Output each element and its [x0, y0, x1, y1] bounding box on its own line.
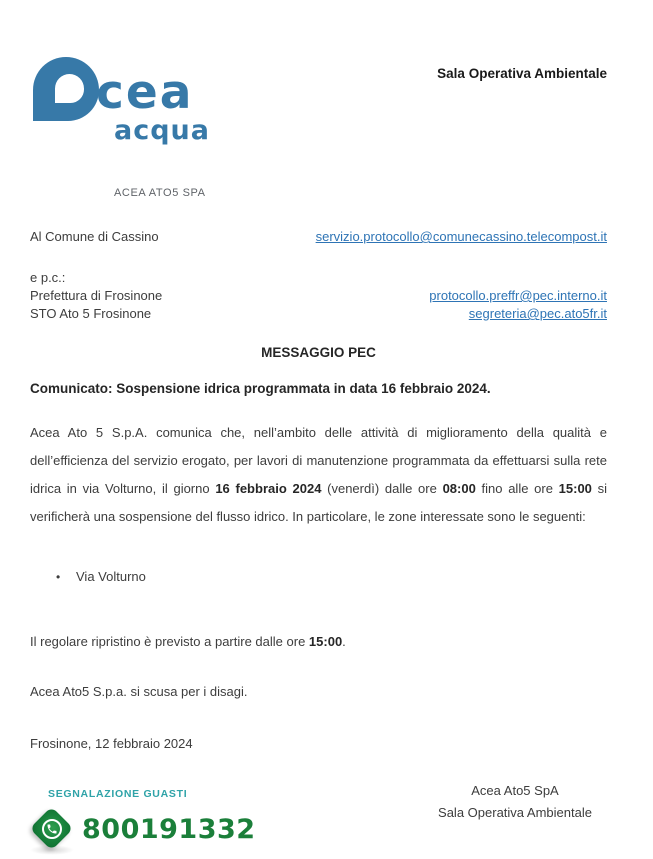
- message-title: MESSAGGIO PEC: [261, 345, 376, 360]
- recipient-row-cc-1: [30, 287, 607, 305]
- fault-report-label: SEGNALAZIONE GUASTI: [48, 788, 188, 800]
- recipient-cc2-email-link[interactable]: segreteria@pec.ato5fr.it: [468, 306, 607, 321]
- header: [30, 0, 607, 145]
- restore-line: Il regolare ripristino è previsto a partire dalle ore 15:00.: [30, 634, 346, 649]
- logo-subtitle: acqua: [114, 115, 210, 146]
- acea-acqua-logo: [30, 55, 210, 145]
- recipient-to-email-link[interactable]: servizio.protocollo@comunecassino.telecompost.it: [315, 229, 607, 244]
- company-name: ACEA ATO5 SPA: [114, 187, 206, 199]
- signature-company: Acea Ato5 SpA: [471, 783, 559, 798]
- recipient-row-cc-2: [30, 305, 607, 323]
- bullet-marker: •: [56, 570, 61, 584]
- zone-item: Via Volturno: [76, 569, 146, 584]
- apology-line: Acea Ato5 S.p.a. si scusa per i disagi.: [30, 684, 248, 699]
- fault-phone-number: 800191332: [82, 813, 256, 845]
- footer: [30, 788, 280, 851]
- water-drop-icon: [33, 57, 99, 121]
- recipients-block: [30, 228, 607, 323]
- date-bold: 16 febbraio 2024: [215, 481, 322, 496]
- logo-word: cea: [96, 65, 194, 120]
- recipient-cc1-name: Prefettura di Frosinone: [30, 288, 163, 303]
- department-title: Sala Operativa Ambientale: [437, 66, 607, 81]
- signature-block: [415, 780, 615, 824]
- message-subject: Comunicato: Sospensione idrica programmata in data 16 febbraio 2024.: [30, 381, 491, 396]
- recipient-cc1-email-link[interactable]: protocollo.preffr@pec.interno.it: [429, 288, 607, 303]
- phone-handset-icon: [42, 819, 62, 839]
- phone-icon: [30, 807, 74, 851]
- restore-time-bold: 15:00: [308, 634, 343, 649]
- cc-label: e p.c.:: [30, 270, 66, 285]
- recipient-row-to: [30, 228, 607, 246]
- fault-phone-row: [30, 807, 280, 851]
- signature-dept: Sala Operativa Ambientale: [438, 805, 592, 820]
- start-time-bold: 08:00: [442, 481, 476, 496]
- recipient-cc2-name: STO Ato 5 Frosinone: [30, 306, 152, 321]
- place-date-line: Frosinone, 12 febbraio 2024: [30, 736, 193, 751]
- body-paragraph: Acea Ato 5 S.p.A. comunica che, nell’ambito delle attività di miglioramento della qualità e dell’efficienza del servizio erogato, per lavori di manutenzione programmata da effettuarsi sulla rete idrica in via Volturno, il giorno 16 febbraio 2024 (venerdì) dalle ore 08:00 fino alle ore 15:00 si verificherà una sospensione del flusso idrico. In particolare, le zone interessate sono le seguenti:: [30, 425, 608, 524]
- affected-zones-list: [30, 568, 607, 586]
- recipient-to-name: Al Comune di Cassino: [30, 229, 159, 244]
- end-time-bold: 15:00: [558, 481, 592, 496]
